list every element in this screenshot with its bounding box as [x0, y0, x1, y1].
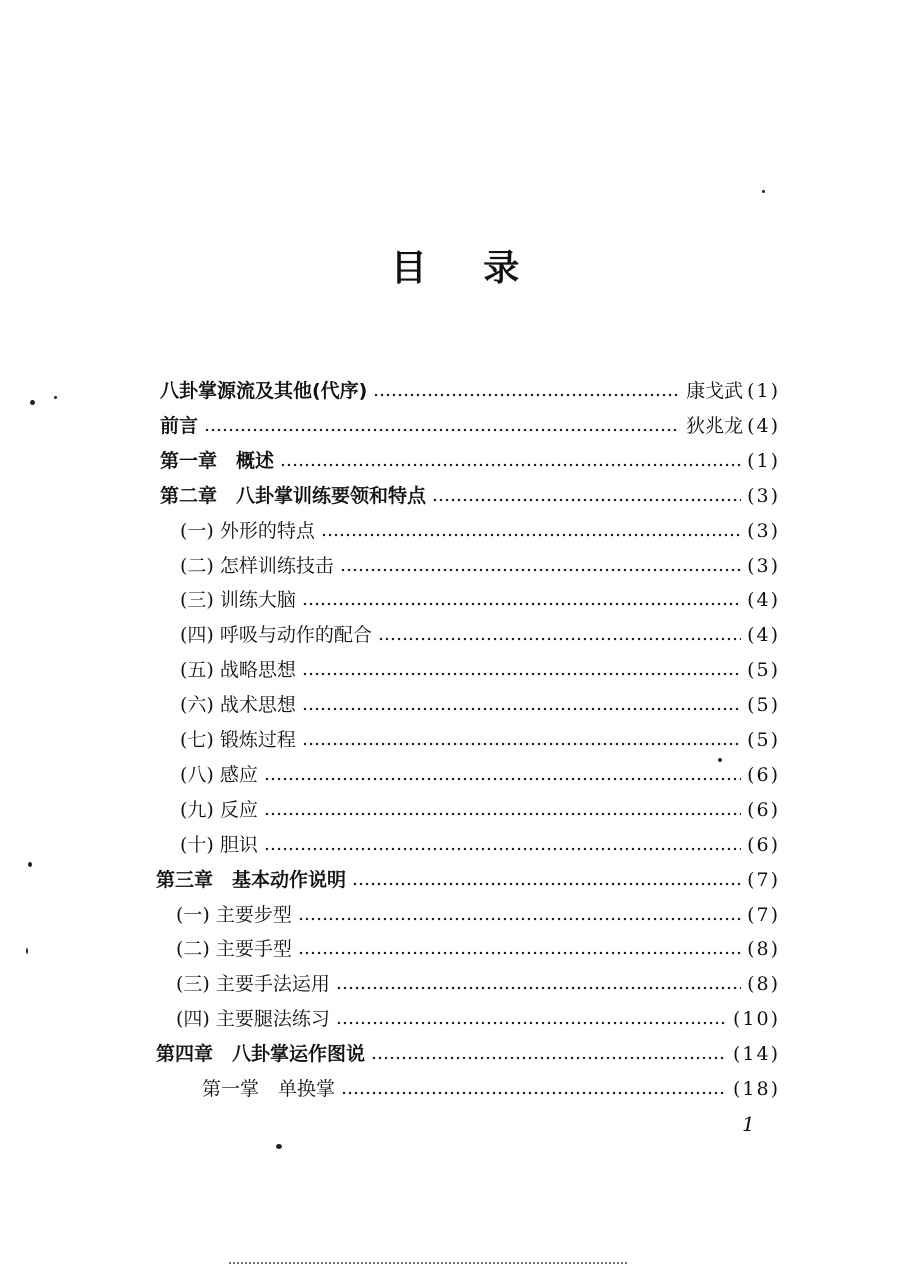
toc-entry-title: 前言 [160, 414, 199, 437]
scan-speck [276, 1144, 282, 1149]
toc-entry-page: (4) [747, 589, 780, 612]
toc-entry [160, 446, 780, 476]
leader-dots [264, 847, 741, 851]
leader-dots [336, 986, 741, 990]
toc-entry-title: (三) 主要手法运用 [176, 973, 330, 996]
toc-entry-title: (一) 主要步型 [176, 903, 292, 926]
toc-entry [156, 865, 780, 895]
leader-dots [373, 393, 680, 397]
toc-entry-page: (3) [747, 519, 780, 542]
toc-entry-page: (8) [747, 973, 780, 996]
toc-entry [180, 795, 780, 825]
toc-entry-page: (6) [747, 763, 780, 786]
leader-dots [371, 1056, 727, 1060]
toc-entry-page: (7) [747, 868, 780, 891]
toc-entry-title: (十) 胆识 [180, 833, 258, 856]
toc-entry-title: 第二章 八卦掌训练要领和特点 [160, 484, 427, 507]
toc-entry [176, 934, 780, 964]
toc-entry-title: (三) 训练大脑 [180, 589, 296, 612]
leader-dots [302, 707, 741, 711]
title-char-1: 目 [390, 248, 427, 289]
toc-entry [180, 655, 780, 685]
scan-edge-line [228, 1262, 628, 1264]
toc-entry [176, 969, 780, 999]
toc-entry-page: (5) [747, 694, 780, 717]
leader-dots [336, 1021, 727, 1025]
leader-dots [264, 812, 741, 816]
toc-entry-page: (14) [732, 1043, 780, 1066]
leader-dots [280, 463, 741, 467]
toc-entry [202, 1074, 780, 1104]
toc-entry-title: 第三章 基本动作说明 [156, 868, 347, 891]
toc-entry-title: (七) 锻炼过程 [180, 729, 296, 751]
leader-dots [204, 428, 680, 432]
toc-entry [180, 551, 780, 581]
toc-entry-title: (八) 感应 [180, 763, 258, 786]
scan-speck [26, 948, 28, 954]
toc-entry-title: (一) 外形的特点 [180, 519, 315, 542]
toc-entry-page: (3) [747, 554, 780, 577]
toc-entry-title: (二) 主要手型 [176, 938, 292, 961]
toc-entry [156, 1039, 780, 1069]
toc-entry-page: (4) [747, 414, 780, 437]
toc-entry [180, 830, 780, 860]
leader-dots [298, 951, 741, 955]
toc-entry-title: 第一掌 单换掌 [202, 1078, 336, 1100]
toc-entry-page: (1) [747, 380, 780, 402]
toc-entry-author: 康戈武 [686, 380, 744, 402]
toc-entry-page: (5) [747, 659, 780, 682]
toc-entry-page: (8) [747, 938, 780, 961]
leader-dots [264, 777, 741, 781]
toc-entry [160, 411, 780, 441]
toc-entry-title: (九) 反应 [180, 798, 258, 821]
leader-dots [352, 882, 741, 886]
toc-entry [180, 585, 780, 615]
leader-dots [302, 672, 741, 676]
leader-dots [298, 917, 741, 921]
leader-dots [321, 533, 741, 537]
leader-dots [341, 1091, 727, 1095]
toc-entry [180, 620, 780, 650]
toc-entry [160, 481, 780, 511]
toc-entry-title: (二) 怎样训练技击 [180, 554, 334, 577]
toc-entry-page: (3) [747, 484, 780, 507]
scan-speck [30, 400, 35, 405]
leader-dots [378, 637, 741, 641]
toc-entry-title: (四) 主要腿法练习 [176, 1008, 330, 1031]
toc-entry-page: (4) [747, 624, 780, 647]
toc-entry-author: 狄兆龙 [686, 414, 744, 437]
toc-entry [176, 900, 780, 930]
toc-entry-page: (6) [747, 798, 780, 821]
leader-dots [432, 498, 741, 502]
toc-entry [160, 376, 780, 406]
leader-dots [302, 742, 741, 746]
toc-entry-title: (五) 战略思想 [180, 659, 296, 682]
toc-entry-title: 第一章 概述 [160, 449, 275, 472]
toc-entry [180, 725, 780, 755]
page-number: 1 [742, 1112, 755, 1136]
toc-entry-page: (10) [732, 1008, 780, 1031]
scan-speck [762, 190, 765, 193]
toc-entry [180, 760, 780, 790]
leader-dots [302, 602, 741, 606]
toc-entry-title: 八卦掌源流及其他(代序) [160, 380, 368, 402]
toc-entry-title: (四) 呼吸与动作的配合 [180, 624, 372, 647]
toc-entry-page: (5) [747, 729, 780, 751]
toc-entry-title: (六) 战术思想 [180, 694, 296, 717]
title-char-2: 录 [483, 248, 520, 289]
toc-entry-page: (6) [747, 833, 780, 856]
toc-entry-page: (7) [747, 903, 780, 926]
toc-entry [180, 690, 780, 720]
scan-speck [54, 396, 57, 399]
toc-entry [176, 1004, 780, 1034]
toc-entry-page: (18) [732, 1078, 780, 1100]
scan-speck [28, 862, 32, 867]
toc-entry [180, 516, 780, 546]
scan-speck [718, 758, 722, 762]
toc-entry-title: 第四章 八卦掌运作图说 [156, 1043, 366, 1066]
leader-dots [340, 568, 741, 572]
toc-entry-page: (1) [747, 449, 780, 472]
